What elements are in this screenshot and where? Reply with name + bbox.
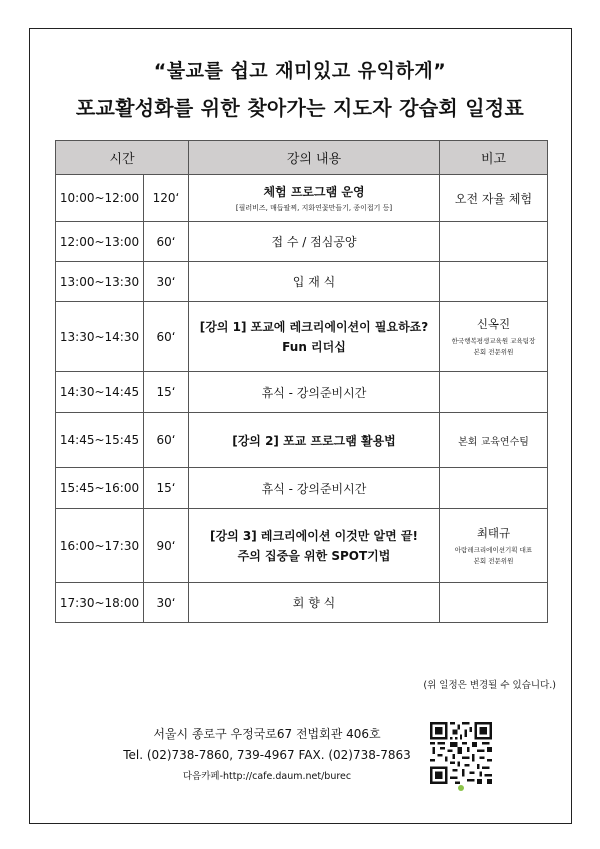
table-row [56,413,548,468]
row-content-line: 주의 집중을 위한 SPOT기법 [237,548,391,563]
row-content: 휴식 - 강의준비시간 [189,372,440,413]
phone-fax: Tel. (02)738-7860, 739-4967 FAX. (02)738-7863 [123,748,411,762]
lecturer-role: 본회 전문위원 [473,556,514,565]
schedule-table [55,140,548,623]
row-note [440,262,548,302]
row-note: 오전 자율 체험 [440,175,548,222]
table-row [56,372,548,413]
row-content: [강의 2] 포교 프로그램 활용법 [189,413,440,468]
row-note [440,222,548,262]
row-duration: 15‘ [144,372,189,413]
row-time: 10:00~12:00 [56,175,144,222]
subtitle: “불교를 쉽고 재미있고 유익하게” [153,60,447,82]
table-row [56,509,548,583]
row-duration: 15‘ [144,468,189,509]
row-time: 17:30~18:00 [56,583,144,623]
header-content: 강의 내용 [189,141,440,175]
table-row [56,302,548,372]
lecturer-role: 본회 전문위원 [473,347,514,356]
row-time: 15:45~16:00 [56,468,144,509]
row-content [189,175,440,222]
row-content-line: [강의 1] 포교에 레크리에이션이 필요하죠? [199,319,429,334]
table-row [56,175,548,222]
lecturer-name: 최태규 [476,525,511,540]
table-row [56,583,548,623]
row-content-line: 체험 프로그램 운영 [263,185,365,199]
schedule-change-notice: (위 일정은 변경될 수 있습니다.) [423,680,556,691]
row-time: 14:45~15:45 [56,413,144,468]
row-duration: 60‘ [144,302,189,372]
row-time: 13:30~14:30 [56,302,144,372]
row-duration: 30‘ [144,583,189,623]
row-note [440,372,548,413]
page-title: 포교활성화를 위한 찾아가는 지도자 강습회 일정표 [75,96,525,120]
table-row [56,468,548,509]
row-duration: 30‘ [144,262,189,302]
contact-info [97,724,437,787]
row-content-sub: [필러비즈, 매듭팔찌, 지화연꽃만들기, 종이접기 등] [235,204,393,212]
row-content: 접 수 / 점심공양 [189,222,440,262]
row-time: 13:00~13:30 [56,262,144,302]
row-content-line: [강의 3] 레크리에이션 이것만 알면 끝! [210,528,418,543]
row-time: 12:00~13:00 [56,222,144,262]
qr-indicator-dot [458,785,464,791]
row-duration: 120‘ [144,175,189,222]
address: 서울시 종로구 우정국로67 전법회관 406호 [153,727,381,741]
row-duration: 60‘ [144,413,189,468]
row-note [440,468,548,509]
row-content: 회 향 식 [189,583,440,623]
row-content: 휴식 - 강의준비시간 [189,468,440,509]
header-note: 비고 [440,141,548,175]
row-note [440,509,548,583]
row-content [189,509,440,583]
row-content [189,302,440,372]
table-row [56,262,548,302]
row-content: 입 재 식 [189,262,440,302]
row-time: 14:30~14:45 [56,372,144,413]
lecturer-role: 아람레크리에이션기획 대표 [454,545,533,554]
row-time: 16:00~17:30 [56,509,144,583]
table-row [56,222,548,262]
lecturer-name: 신옥진 [476,316,511,331]
cafe-link[interactable]: 다음카페-http://cafe.daum.net/burec [182,771,352,782]
row-note [440,583,548,623]
lecturer-role: 한국행복평생교육원 교육팀장 [451,336,536,345]
qr-code-icon[interactable] [430,722,492,784]
table-header-row [56,141,548,175]
row-duration: 90‘ [144,509,189,583]
row-note: 본회 교육연수팀 [440,413,548,468]
row-duration: 60‘ [144,222,189,262]
row-content-line: Fun 리더십 [282,339,346,354]
row-note [440,302,548,372]
header-time: 시간 [56,141,189,175]
